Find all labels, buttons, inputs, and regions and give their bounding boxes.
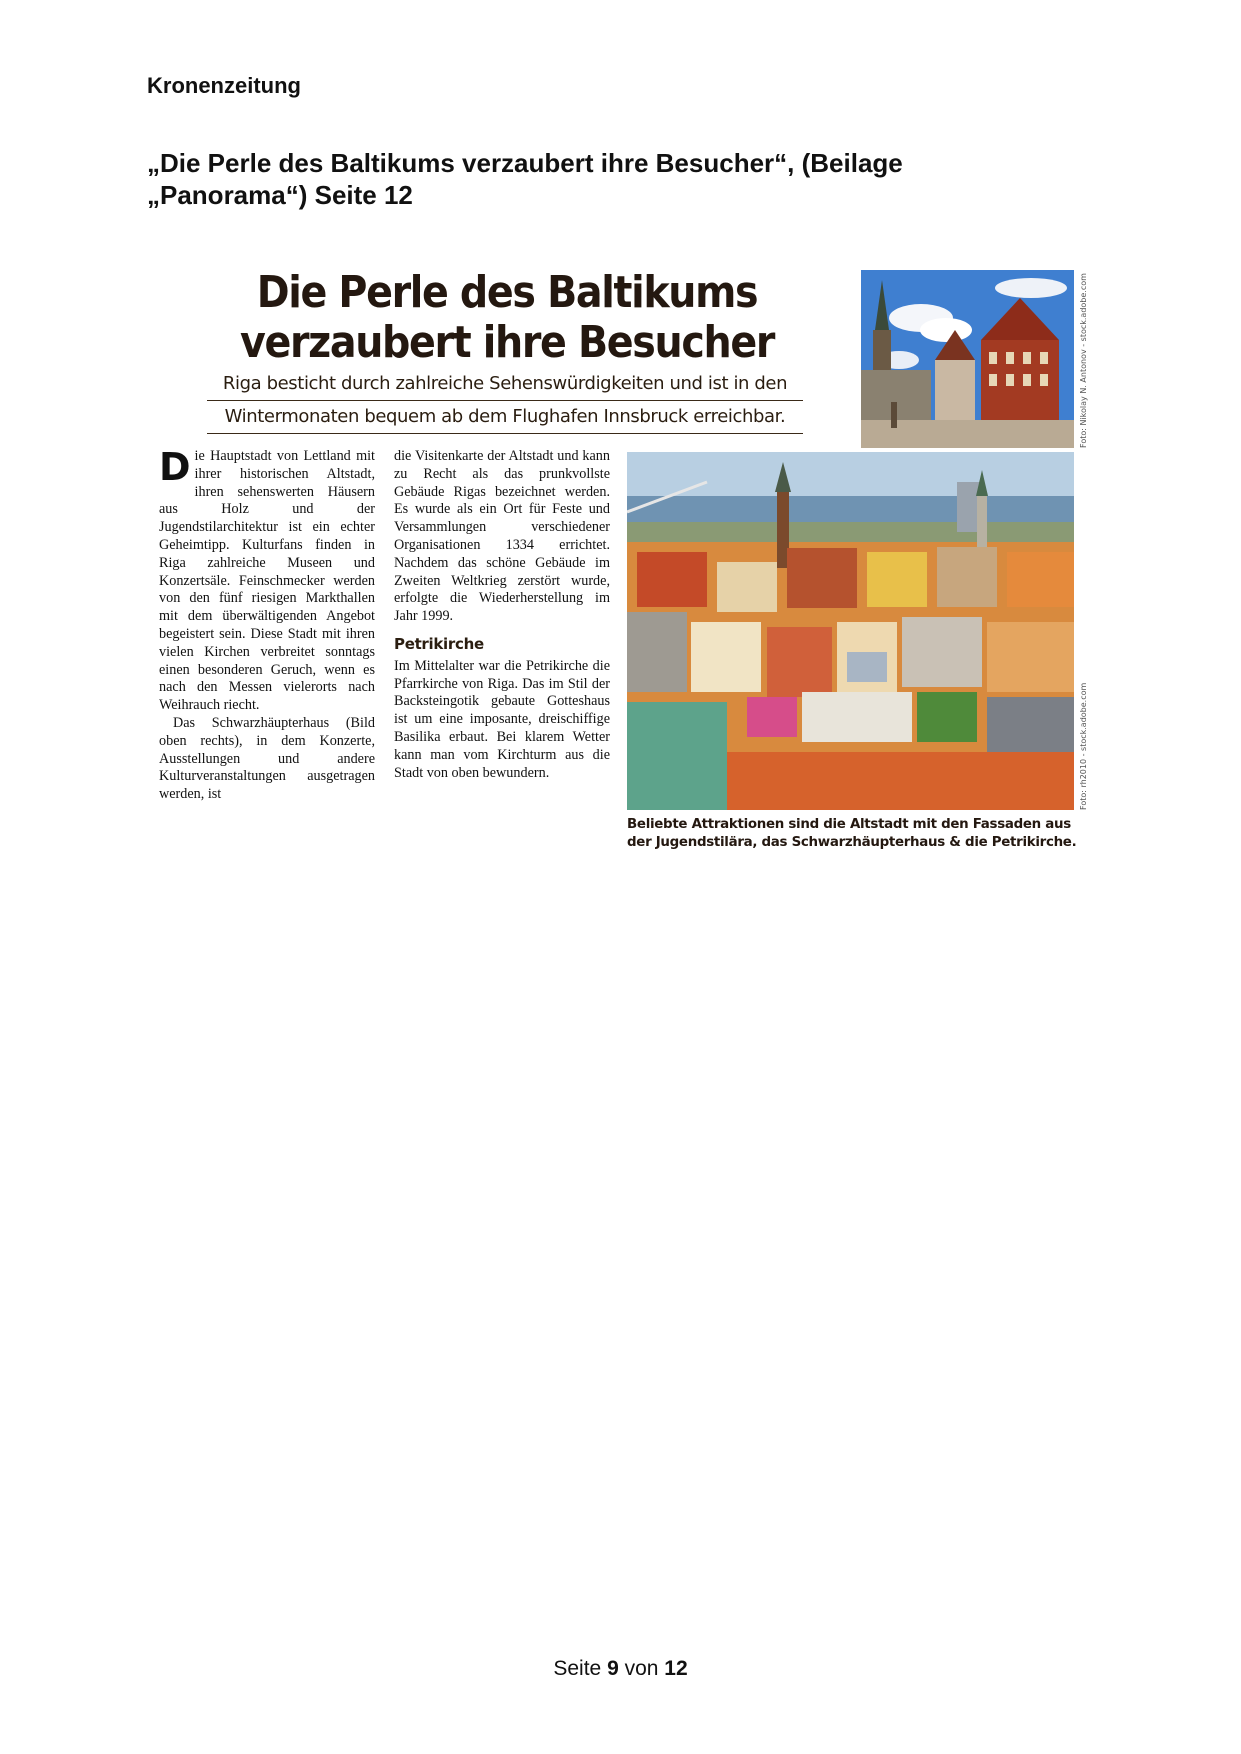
subhead-line-1: Riga besticht durch zahlreiche Sehenswürdigkeiten und ist in den [207,368,803,401]
paragraph-4: Im Mittelalter war die Petrikirche die Pfarrkirche von Riga. Das im Stil der Backsteingotik gebaute Gotteshaus ist um eine imposante, dreischiffige Basilika erbaut. Bei klarem Wetter kann man vom Kirchturm aus die Stadt von oben bewundern. [394,657,610,781]
photo-credit-main: Foto: rh2010 - stock.adobe.com [1079,682,1088,810]
footer-prefix: Seite [553,1657,602,1680]
dropcap-letter: D [159,445,191,489]
paragraph-2: Das Schwarzhäupterhaus (Bild oben rechts), in dem Konzerte, Ausstellungen und andere Kulturveranstaltungen ausgetragen werden, ist [159,714,375,803]
article-column-2 [394,448,610,782]
newspaper-clipping [157,262,1093,862]
total-page-count: 12 [664,1657,688,1680]
source-name: Kronenzeitung [147,73,301,98]
photo-credit-top: Foto: Nikolay N. Antonov - stock.adobe.com [1079,273,1088,448]
current-page-number: 9 [607,1657,619,1680]
paragraph-1 [159,445,375,715]
page-footer [0,1657,1241,1681]
article-subhead [207,368,803,434]
article-headline: Die Perle des Baltikums verzaubert ihre Besucher [239,267,775,368]
paragraph-3: die Visitenkarte der Altstadt und kann zu Recht als das prunkvollste Gebäude Rigas bezeichnet werden. Es wurde als ein Ort für Feste und Versammlungen verschiedener Organisationen 1334 errichtet. Nachdem das schöne Gebäude im Zweiten Weltkrieg zerstört wurde, erfolgte die Wiederherstellung im Jahr 1999. [394,448,610,625]
document-title: „Die Perle des Baltikums verzaubert ihre Besucher“, (Beilage „Panorama“) Seite 12 [147,148,903,210]
footer-middle: von [624,1657,659,1680]
section-subheading: Petrikirche [394,634,484,653]
paragraph-1-text: ie Hauptstadt von Lettland mit ihrer historischen Altstadt, ihren sehenswerten Häusern aus Holz und der Jugendstilarchitektur ist ein echter Geheimtipp. Kulturfans finden in Riga zahlreiche Museen und Konzertsäle. Feinschmecker werden von den fünf riesigen Markthallen mit dem überwältigenden Angebot begeistert sein. Diese Stadt mit ihren vielen Kirchen verbreitet sonntags einen besonderen Geruch, wenn es nach den Messen vielerorts nach Weihrauch riecht. [159,448,375,714]
subhead-line-2: Wintermonaten bequem ab dem Flughafen Innsbruck erreichbar. [207,401,803,434]
blackheads-house-photo [861,270,1074,448]
photo-caption: Beliebte Attraktionen sind die Altstadt mit den Fassaden aus der Jugendstilära, das Schwarzhäupterhaus & die Petrikirche. [627,817,1077,850]
riga-oldtown-photo [627,452,1074,810]
article-column-1 [159,445,375,804]
